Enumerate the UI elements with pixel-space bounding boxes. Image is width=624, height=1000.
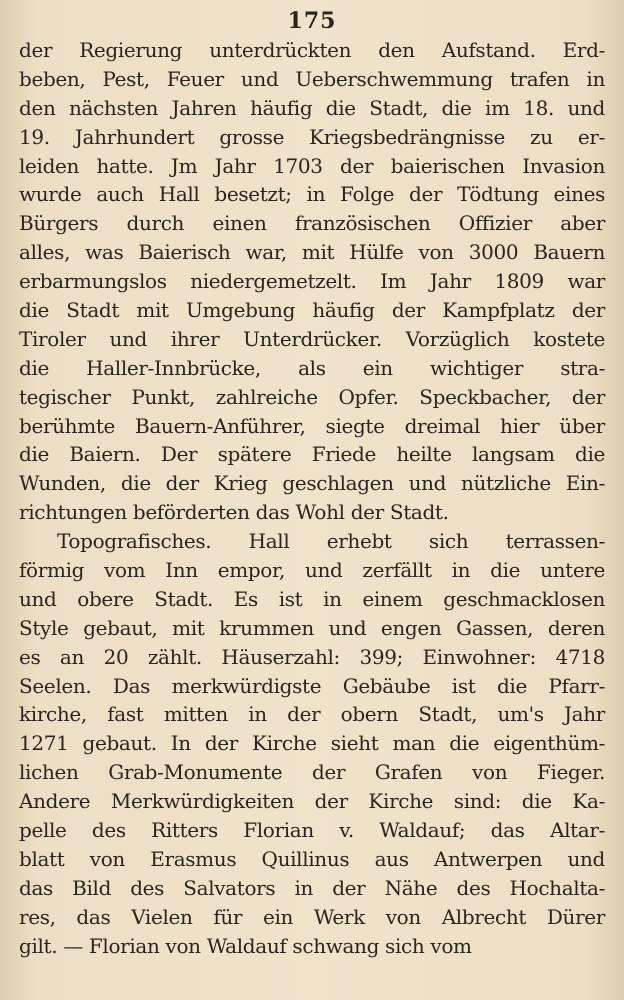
text-line: der Regierung unterdrückten den Aufstand. Erd- [19,38,605,62]
paragraph [19,527,605,960]
text-line: beben, Pest, Feuer und Ueberschwemmung trafen in [19,66,605,91]
text-line: die Baiern. Der spätere Friede heilte langsam die [19,442,605,467]
text-line: den nächsten Jahren häufig die Stadt, die im 18. und [19,95,605,120]
text-line: Topografisches. Hall erhebt sich terrassen- [57,529,605,554]
text-line: Tiroler und ihrer Unterdrücker. Vorzüglich kostete [19,326,605,351]
text-line: die Stadt mit Umgebung häufig der Kampfplatz der [19,298,605,323]
text-line: tegischer Punkt, zahlreiche Opfer. Speckbacher, der [19,384,605,409]
text-line: richtungen beförderten das Wohl der Stadt. [19,500,449,525]
text-line: pelle des Ritters Florian v. Waldauf; das Altar- [19,818,605,843]
text-line: Style gebaut, mit krummen und engen Gassen, deren [19,615,605,640]
text-line: und obere Stadt. Es ist in einem geschmacklosen [19,586,605,611]
text-line: Bürgers durch einen französischen Offizier aber [19,211,605,236]
text-line: berühmte Bauern-Anführer, siegte dreimal hier über [19,413,605,438]
text-line: es an 20 zählt. Häuserzahl: 399; Einwohner: 4718 [19,644,605,669]
text-line: 1271 gebaut. In der Kirche sieht man die eigenthüm- [19,731,605,756]
text-line: lichen Grab-Monumente der Grafen von Fieger. [19,760,605,785]
text-line: kirche, fast mitten in der obern Stadt, um's Jahr [19,702,605,727]
text-line: alles, was Baierisch war, mit Hülfe von 3000 Bauern [19,240,605,265]
paragraph [19,36,605,527]
text-line: blatt von Erasmus Quillinus aus Antwerpen und [19,846,605,871]
text-line: wurde auch Hall besetzt; in Folge der Tödtung eines [19,182,605,207]
text-line: förmig vom Inn empor, und zerfällt in die untere [19,558,605,583]
text-line: das Bild des Salvators in der Nähe des Hochalta- [19,875,605,900]
text-line: Wunden, die der Krieg geschlagen und nützliche Ein- [19,471,605,496]
text-line: Seelen. Das merkwürdigste Gebäube ist die Pfarr- [19,673,605,698]
page-number: 175 [287,8,337,34]
text-line: leiden hatte. Jm Jahr 1703 der baierischen Invasion [19,153,605,178]
text-line: erbarmungslos niedergemetzelt. Im Jahr 1809 war [19,269,605,294]
text-line: 19. Jahrhundert grosse Kriegsbedrängnisse zu er- [19,124,605,149]
text-line: gilt. — Florian von Waldauf schwang sich vom [19,933,472,958]
text-line: Andere Merkwürdigkeiten der Kirche sind: die Ka- [19,789,605,814]
body-text [19,36,605,961]
text-line: res, das Vielen für ein Werk von Albrecht Dürer [19,904,605,929]
text-line: die Haller-Innbrücke, als ein wichtiger stra- [19,355,605,380]
